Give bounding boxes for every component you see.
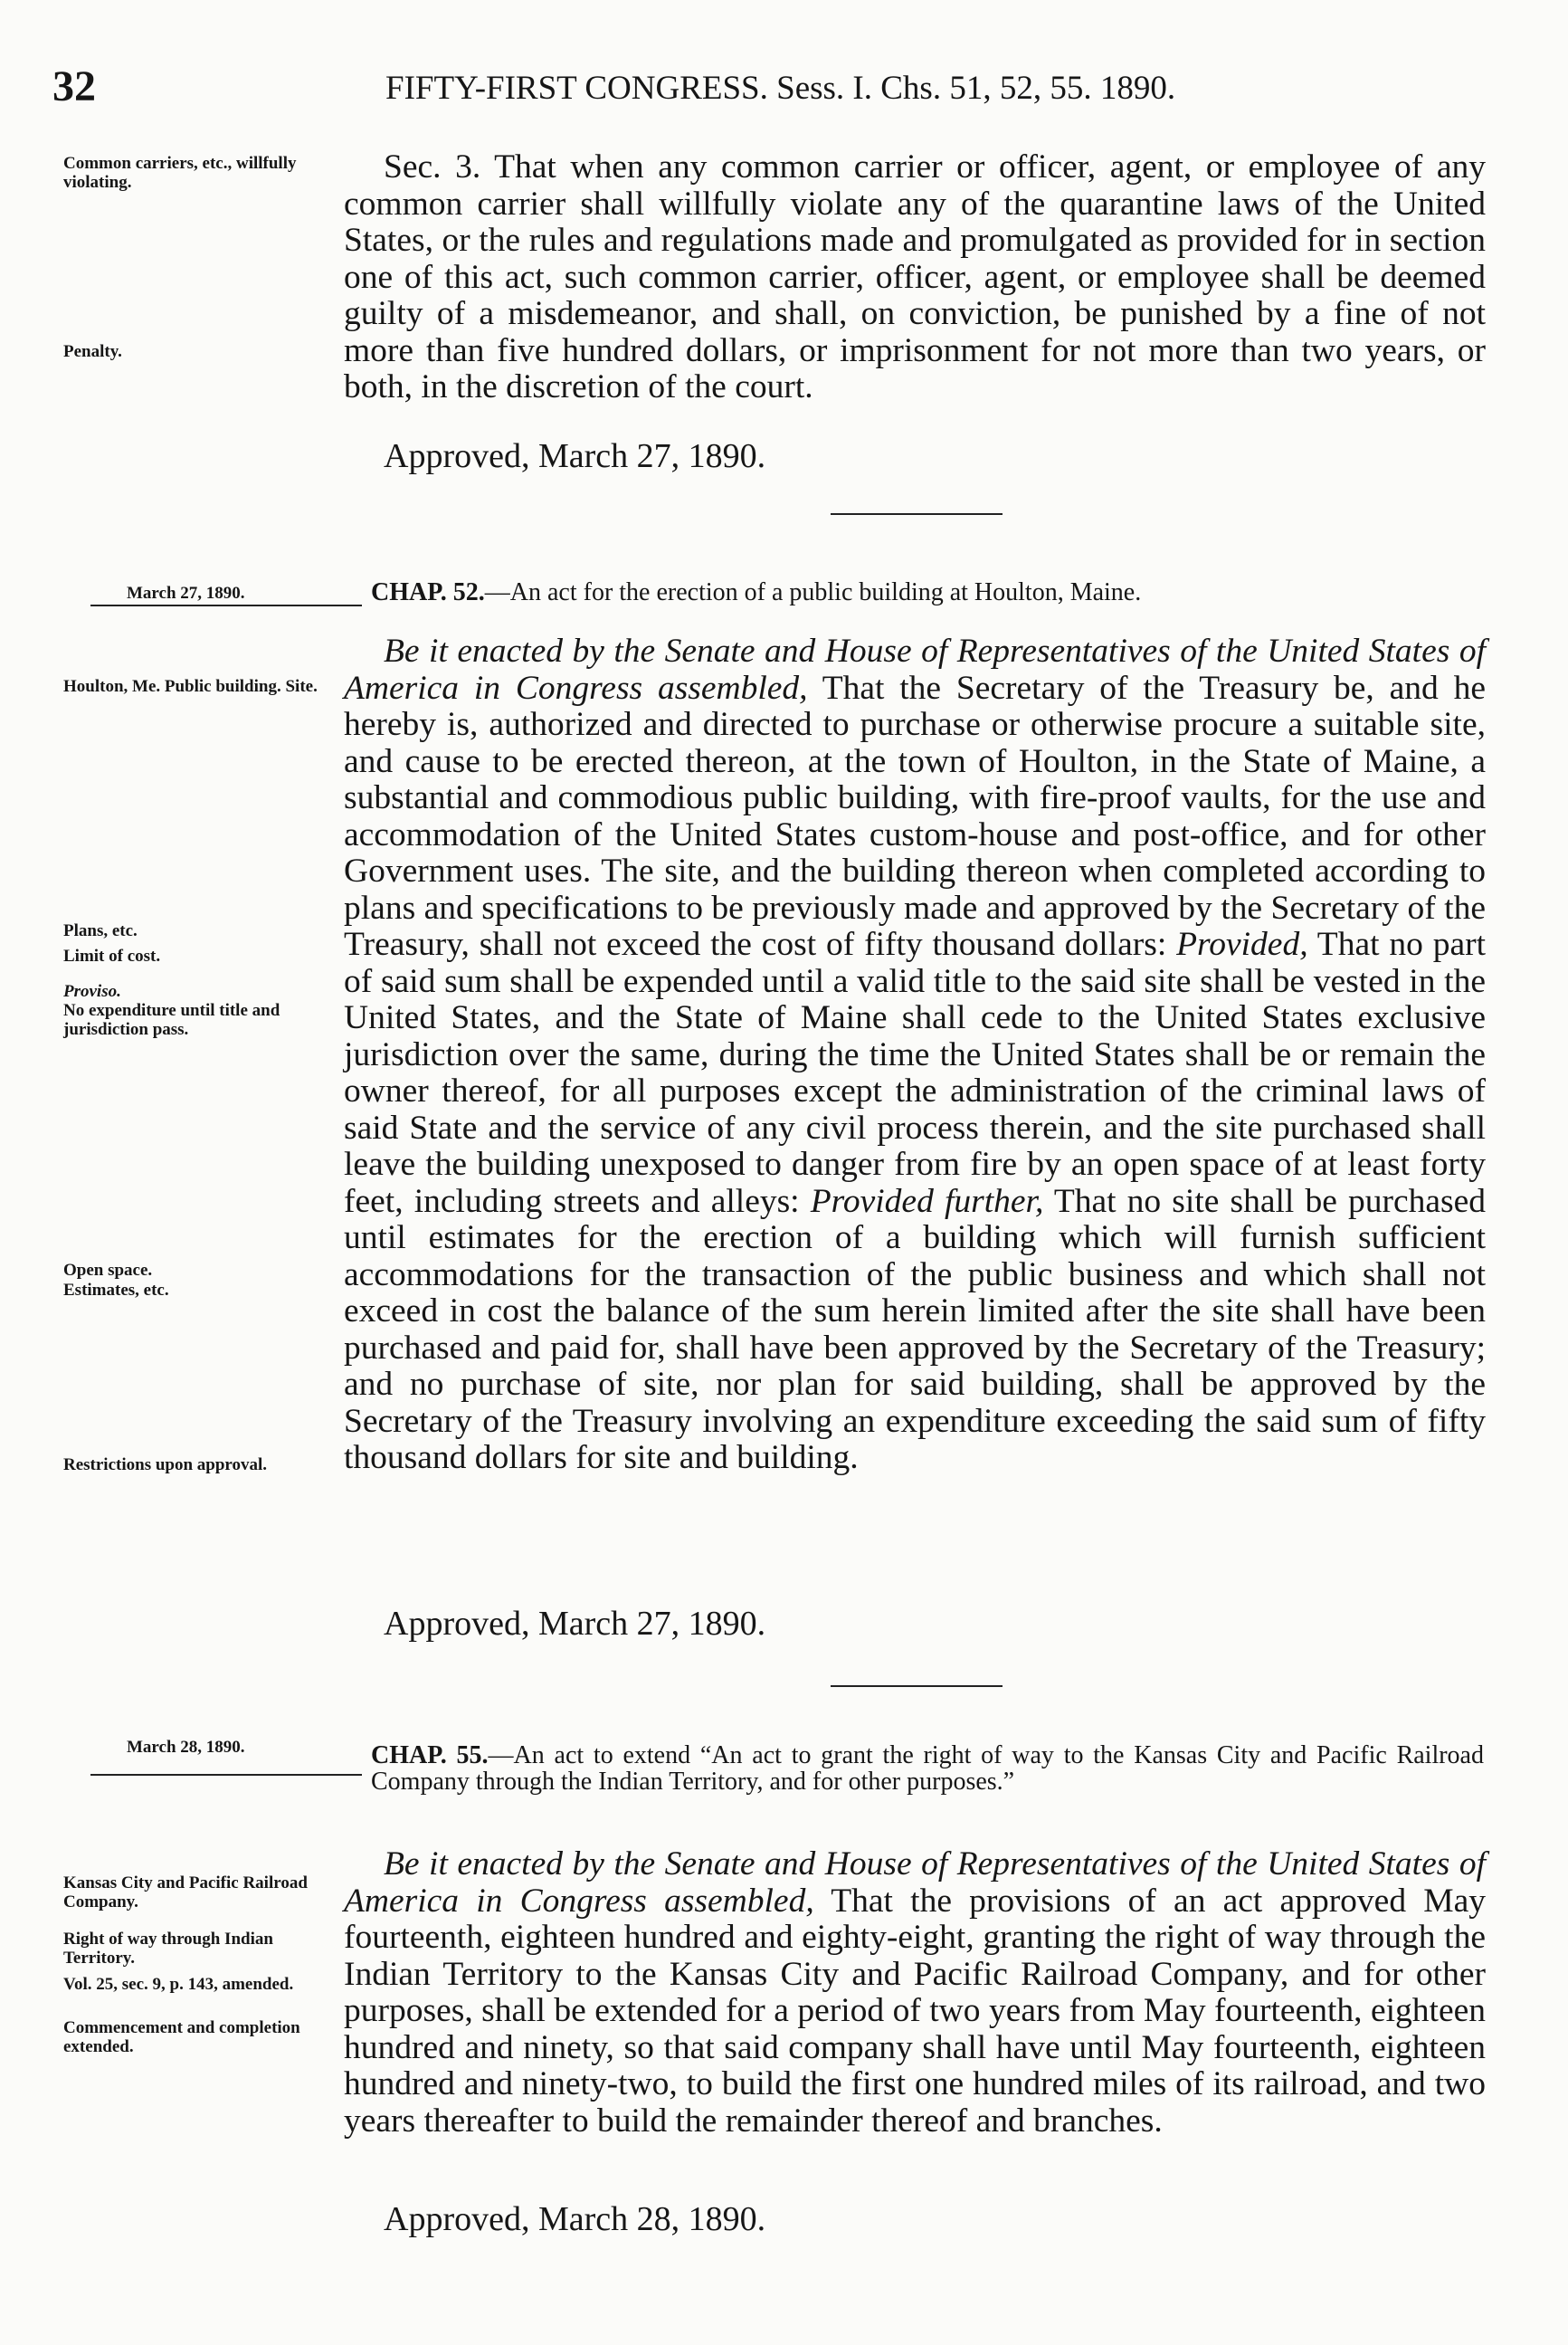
divider-rule-2 bbox=[831, 1685, 1003, 1687]
chap-55-text-body: That the provisions of an act approved May fourteenth, eighteen hundred and eighty-eight, granting the right of way through the Indian Territory to the Kansas City and Pacific Railroad Company, and for other purposes, shall be extended for a period of two years from May fourteenth, eighteen hundred and ninety, so that said company shall have until May fourteenth, eighteen hundred and ninety-two, to build the first one hundred miles of its railroad, and two years thereafter to build the remainder thereof and branches. bbox=[344, 1882, 1487, 2140]
chap-55-enacting-clause: Be it enacted by the Senate and House of Representatives of the United States of America in Congress assembled, bbox=[344, 1845, 1486, 1920]
margin-note-penalty: Penalty. bbox=[63, 342, 122, 361]
margin-note-restrictions: Restrictions upon approval. bbox=[63, 1455, 268, 1474]
margin-note-estimates: Estimates, etc. bbox=[63, 1281, 169, 1300]
margin-note-open-space: Open space. bbox=[63, 1261, 153, 1280]
chap-52-proviso-1: Provided, bbox=[1176, 926, 1308, 963]
chap-52-date: March 27, 1890. bbox=[127, 584, 245, 603]
section-3-paragraph: Sec. 3. That when any common carrier or officer, agent, or employee of any common carrier shall willfully violate any of the quarantine laws of the United States, or the rules and regulations made and promulgated as provided for in section one of this act, such common carrier, officer, agent, or employee shall be deemed guilty of a misdemeanor, and shall, on conviction, be punished by a fine of not more than five hundred dollars, or imprisonment for not more than two years, or both, in the discretion of the court. bbox=[344, 148, 1486, 405]
page-header bbox=[52, 62, 1500, 116]
chap-52-proviso-2: Provided further, bbox=[810, 1182, 1044, 1220]
chap-55-heading bbox=[371, 1742, 1484, 1795]
chap-55-date-rule bbox=[90, 1774, 362, 1776]
chap-52-text bbox=[344, 634, 1486, 1477]
chap-55-paragraph bbox=[344, 1846, 1486, 2140]
approved-chap-55: Approved, March 28, 1890. bbox=[384, 2200, 766, 2238]
margin-note-houlton: Houlton, Me. Public building. Site. bbox=[63, 677, 318, 696]
margin-note-common-carriers: Common carriers, etc., willfully violating. bbox=[63, 154, 297, 192]
chap-55-title: —An act to extend “An act to grant the right of way to the Kansas City and Pacific Railroad Company through the Indian Territory, and for other purposes.” bbox=[371, 1741, 1484, 1796]
section-3-text bbox=[344, 149, 1486, 406]
margin-note-kansas-city: Kansas City and Pacific Railroad Company. bbox=[63, 1873, 308, 1911]
chap-55-date: March 28, 1890. bbox=[127, 1738, 245, 1757]
chap-52-title: —An act for the erection of a public building at Houlton, Maine. bbox=[484, 578, 1142, 606]
chap-55-text bbox=[344, 1846, 1486, 2140]
chap-52-text-part-3: That no site shall be purchased until estimates for the erection of a building which will furnish sufficient accommodations for the transaction of the public business and which shall not exceed in cost the balance of the sum herein limited after the site shall have been purchased and paid for, shall have been approved by the Secretary of the Treasury; and no purchase of site, nor plan for said building, shall be approved by the Secretary of the Treasury involving an expenditure exceeding the said sum of fifty thousand dollars for site and building. bbox=[344, 1182, 1487, 1476]
divider-rule-1 bbox=[831, 513, 1003, 515]
margin-note-plans: Plans, etc. bbox=[63, 921, 138, 940]
chap-52-text-part-2: That no part of said sum shall be expended until a valid title to the said site shall be vested in the United States, and the State of Maine shall cede to the United States exclusive jurisdiction over the same, during the time the United States shall be or remain the owner thereof, for all purposes except the administration of the criminal laws of said State and the service of any civil process therein, and the site purchased shall leave the building unexposed to danger from fire by an open space of at least forty feet, including streets and alleys: bbox=[344, 926, 1487, 1220]
chap-52-label: CHAP. 52. bbox=[371, 578, 485, 606]
chap-55-label: CHAP. 55. bbox=[371, 1741, 489, 1769]
chap-52-date-rule bbox=[90, 605, 362, 606]
chap-52-heading bbox=[371, 579, 1484, 605]
margin-note-right-of-way: Right of way through Indian Territory. bbox=[63, 1930, 273, 1968]
approved-section-3: Approved, March 27, 1890. bbox=[384, 437, 766, 475]
page-number: 32 bbox=[52, 62, 96, 110]
margin-note-proviso: Proviso. bbox=[63, 982, 121, 1001]
chap-52-enacting-clause: Be it enacted by the Senate and House of Representatives of the United States of America in Congress assembled, bbox=[344, 633, 1486, 707]
chap-52-text-part-1: That the Secretary of the Treasury be, and he hereby is, authorized and directed to purchase or otherwise procure a suitable site, and cause to be erected thereon, at the town of Houlton, in the State of Maine, a substantial and commodious public building, with fire-proof vaults, for the use and accommodation of the United States custom-house and post-office, and for other Government uses. The site, and the building thereon when completed according to plans and specifications to be previously made and approved by the Secretary of the Treasury, shall not exceed the cost of fifty thousand dollars: bbox=[344, 669, 1486, 963]
running-head: FIFTY-FIRST CONGRESS. Sess. I. Chs. 51, 52, 55. 1890. bbox=[385, 70, 1176, 107]
approved-chap-52: Approved, March 27, 1890. bbox=[384, 1605, 766, 1643]
margin-note-commencement: Commencement and completion extended. bbox=[63, 2018, 300, 2056]
chap-52-paragraph bbox=[344, 634, 1486, 1477]
margin-note-limit-of-cost: Limit of cost. bbox=[63, 947, 161, 966]
margin-note-no-expenditure: No expenditure until title and jurisdiction pass. bbox=[63, 1001, 280, 1039]
margin-note-vol-25: Vol. 25, sec. 9, p. 143, amended. bbox=[63, 1975, 294, 1994]
